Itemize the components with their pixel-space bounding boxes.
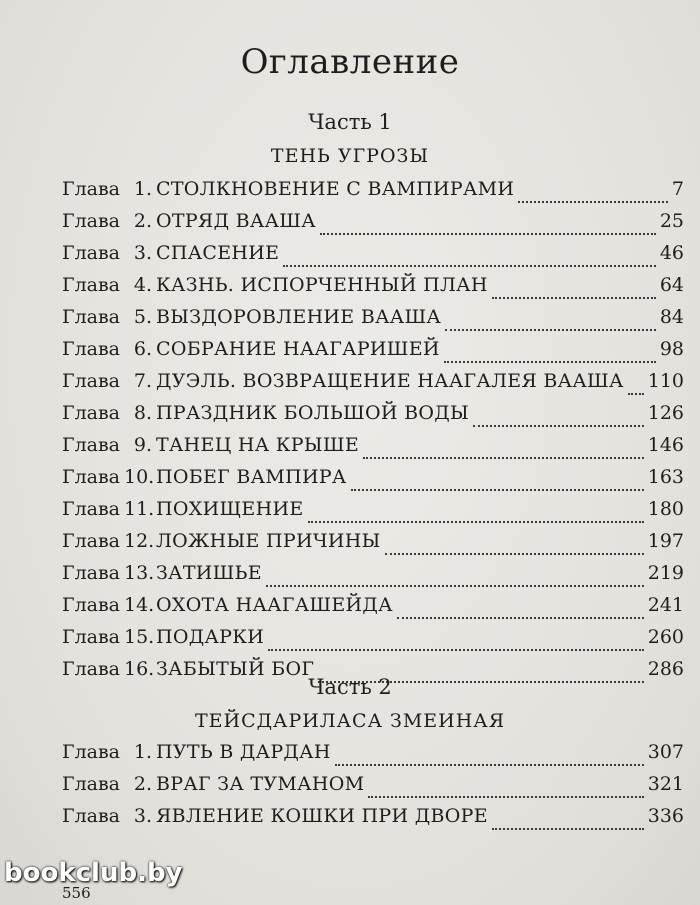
chapter-title: ПОДАРКИ [156, 626, 265, 648]
chapter-page: 197 [647, 530, 684, 552]
chapter-page: 98 [659, 338, 684, 360]
page-title: Оглавление [240, 42, 460, 82]
chapter-page: 64 [659, 274, 684, 296]
chapter-number: 13. [124, 562, 155, 584]
chapter-row [62, 306, 684, 338]
chapter-page: 126 [647, 402, 684, 424]
chapter-number: 1. [133, 741, 152, 763]
chapter-row [62, 773, 684, 805]
chapter-row [62, 338, 684, 370]
chapter-number: 9. [133, 434, 152, 456]
chapter-number: 14. [124, 594, 155, 616]
chapter-title: ВРАГ ЗА ТУМАНОМ [156, 773, 365, 795]
chapter-row [62, 741, 684, 773]
chapter-title: ТАНЕЦ НА КРЫШЕ [156, 434, 360, 456]
chapter-title: ДУЭЛЬ. ВОЗВРАЩЕНИЕ НААГАЛЕЯ ВААША [156, 370, 624, 392]
dot-leader [266, 581, 644, 587]
chapter-title: ОТРЯД ВААША [156, 210, 316, 232]
chapter-page: 163 [647, 466, 684, 488]
watermark: bookclub.by [4, 858, 183, 888]
chapter-title: ПОХИЩЕНИЕ [156, 498, 304, 520]
chapter-row [62, 466, 684, 498]
dot-leader [397, 613, 644, 619]
chapter-title: ЛОЖНЫЕ ПРИЧИНЫ [156, 530, 381, 552]
chapter-word: Глава [62, 370, 121, 392]
chapter-number: 4. [133, 274, 152, 296]
chapter-word: Глава [62, 805, 121, 827]
chapter-page: 336 [647, 805, 684, 827]
chapter-page: 180 [647, 498, 684, 520]
chapter-page: 241 [647, 594, 684, 616]
dot-leader [473, 421, 644, 427]
chapter-word: Глава [62, 658, 121, 680]
dot-leader [518, 197, 668, 203]
chapter-row [62, 562, 684, 594]
chapter-title: ЯВЛЕНИЕ КОШКИ ПРИ ДВОРЕ [156, 805, 488, 827]
dot-leader [368, 792, 643, 798]
part-1-label: Часть 1 [308, 110, 392, 134]
chapter-number: 3. [133, 805, 152, 827]
chapter-word: Глава [62, 178, 121, 200]
chapter-page: 307 [647, 741, 684, 763]
chapter-number: 5. [133, 306, 152, 328]
dot-leader [492, 293, 656, 299]
chapter-page: 84 [659, 306, 684, 328]
chapter-word: Глава [62, 402, 121, 424]
chapter-title: СПАСЕНИЕ [156, 242, 280, 264]
chapter-number: 10. [124, 466, 155, 488]
chapter-word: Глава [62, 242, 121, 264]
chapter-row [62, 594, 684, 626]
chapter-row [62, 210, 684, 242]
chapter-page: 260 [647, 626, 684, 648]
chapter-title: ПРАЗДНИК БОЛЬШОЙ ВОДЫ [156, 402, 469, 424]
chapter-number: 11. [124, 498, 155, 520]
chapter-row [62, 274, 684, 306]
chapter-page: 46 [659, 242, 684, 264]
dot-leader [320, 229, 656, 235]
chapter-number: 1. [133, 178, 152, 200]
chapter-number: 3. [133, 242, 152, 264]
chapter-word: Глава [62, 741, 121, 763]
dot-leader [351, 485, 644, 491]
chapter-row [62, 434, 684, 466]
dot-leader [444, 357, 656, 363]
page-number: 556 [62, 884, 91, 902]
chapter-page: 25 [659, 210, 684, 232]
chapter-number: 6. [133, 338, 152, 360]
dot-leader [335, 760, 644, 766]
chapter-row [62, 402, 684, 434]
chapter-title: ОХОТА НААГАШЕЙДА [156, 594, 393, 616]
chapter-row [62, 805, 684, 837]
chapter-row [62, 178, 684, 210]
chapter-word: Глава [62, 338, 121, 360]
chapter-title: ЗАТИШЬЕ [156, 562, 262, 584]
dot-leader [385, 549, 644, 555]
part-2-chapter-list [62, 741, 684, 837]
chapter-row [62, 370, 684, 402]
chapter-page: 146 [647, 434, 684, 456]
chapter-number: 2. [133, 773, 152, 795]
part-1-name: ТЕНЬ УГРОЗЫ [270, 145, 430, 167]
chapter-title: ПУТЬ В ДАРДАН [156, 741, 331, 763]
dot-leader [492, 824, 644, 830]
chapter-word: Глава [62, 498, 121, 520]
dot-leader [363, 453, 644, 459]
chapter-title: ПОБЕГ ВАМПИРА [156, 466, 347, 488]
chapter-page: 219 [647, 562, 684, 584]
chapter-page: 286 [647, 658, 684, 680]
chapter-word: Глава [62, 274, 121, 296]
chapter-page: 110 [647, 370, 684, 392]
chapter-page: 321 [647, 773, 684, 795]
dot-leader [268, 645, 644, 651]
chapter-number: 8. [133, 402, 152, 424]
part-2-label: Часть 2 [308, 675, 392, 699]
chapter-word: Глава [62, 626, 121, 648]
chapter-word: Глава [62, 306, 121, 328]
chapter-word: Глава [62, 434, 121, 456]
chapter-page: 7 [671, 178, 684, 200]
chapter-word: Глава [62, 466, 121, 488]
chapter-title: ВЫЗДОРОВЛЕНИЕ ВААША [156, 306, 442, 328]
chapter-title: ЗАБЫТЫЙ БОГ [156, 658, 315, 680]
chapter-number: 15. [124, 626, 155, 648]
chapter-word: Глава [62, 530, 121, 552]
chapter-row [62, 530, 684, 562]
chapter-word: Глава [62, 773, 121, 795]
chapter-number: 2. [133, 210, 152, 232]
chapter-word: Глава [62, 210, 121, 232]
chapter-number: 16. [124, 658, 155, 680]
chapter-row [62, 626, 684, 658]
chapter-number: 7. [133, 370, 152, 392]
chapter-title: СОБРАНИЕ НААГАРИШЕЙ [156, 338, 440, 360]
chapter-word: Глава [62, 562, 121, 584]
dot-leader [283, 261, 656, 267]
chapter-title: СТОЛКНОВЕНИЕ С ВАМПИРАМИ [156, 178, 515, 200]
chapter-row [62, 242, 684, 274]
dot-leader [445, 325, 656, 331]
chapter-number: 12. [124, 530, 155, 552]
part-2-name: ТЕЙСДАРИЛАСА ЗМЕИНАЯ [194, 710, 506, 732]
dot-leader [628, 389, 644, 395]
dot-leader [308, 517, 644, 523]
part-1-chapter-list [62, 178, 684, 690]
chapter-title: КАЗНЬ. ИСПОРЧЕННЫЙ ПЛАН [156, 274, 488, 296]
chapter-row [62, 498, 684, 530]
chapter-word: Глава [62, 594, 121, 616]
